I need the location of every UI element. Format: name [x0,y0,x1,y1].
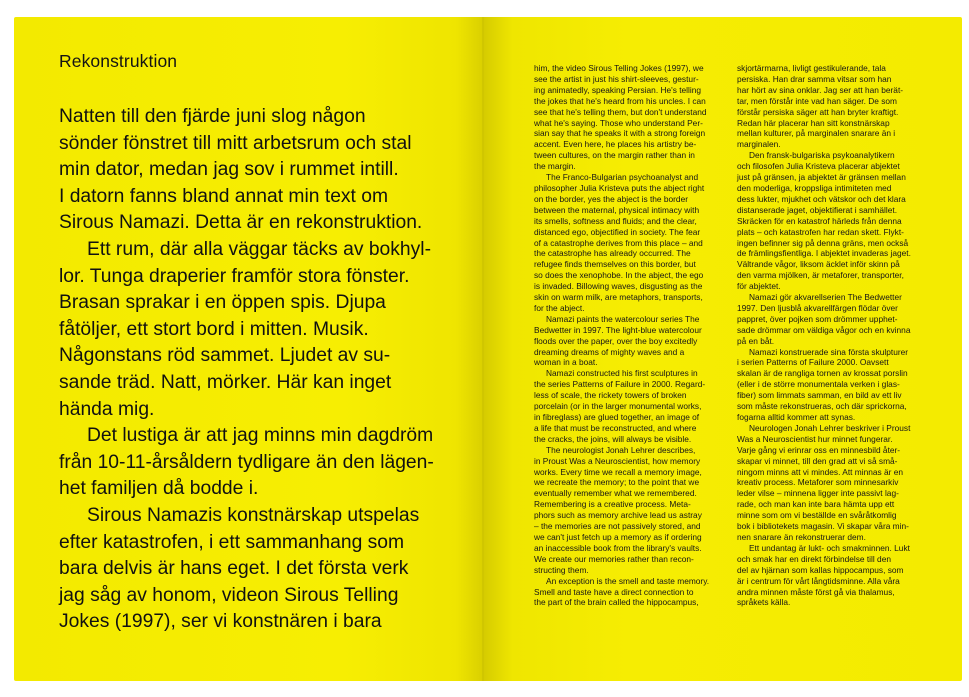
book-spread [14,17,962,681]
text-line: Jokes (1997), ser vi konstnären i bara [59,611,382,633]
text-line: Natten till den fjärde juni slog någon [59,106,366,127]
text-line: Sirous Namazis konstnärskap utspelas [87,504,420,526]
text-line: pappret, över pojken som drömmer upphet- [737,313,898,324]
text-line: nen snarare än rekonstruerar dem. [737,531,866,542]
text-line: marginalen. [737,139,781,150]
paragraph [737,347,907,423]
page-heading: Rekonstruktion [59,51,178,71]
text-line: och smak har en direkt förbindelse till den [737,553,891,564]
text-line: skin on warm milk, are metaphors, transports, [534,292,703,303]
text-line: språkets källa. [737,597,791,608]
text-line: Bedwetter in 1997. The light-blue watercolour [534,324,702,335]
text-line: woman in a boat. [534,357,598,368]
text-line: distanserade jaget, objektifierat i samhället. [737,204,898,215]
text-line: Varje gång vi erinrar oss en minnesbild åter- [737,444,901,455]
text-line: från 10-11-årsåldern tydligare än den lägen- [59,451,434,473]
text-line: plats – och katastrofen har redan skett. Flykt- [737,226,904,237]
text-line: a life that must be reconstructed, and where [534,422,697,433]
text-line: Namazi gör akvarellserien The Bedwetter [749,292,902,303]
paragraph [534,314,704,369]
text-line: skapar vi minnet, till den grad att vi så små- [737,455,898,466]
text-line: I datorn fanns bland annat min text om [59,185,389,207]
text-line: sade drömmar om väldiga vågor och en kvinna [737,324,911,335]
text-line: bok i bibliotekets magasin. Vi skapar våra min- [737,521,909,532]
text-line: see that he's telling them, but don't understand [534,106,707,117]
text-line: its smells, softness and fluids; and the clear, [534,215,697,226]
text-line: den moderliga, kroppsliga intimiteten med [737,182,892,193]
text-line: Skräcken för en katastrof härleds från denna [737,215,902,226]
text-line: het familjen då bodde i. [59,478,259,500]
text-line: 1997. Den ljusblå akvarellfärgen flödar över [737,302,898,313]
text-line: the part of the brain called the hippocampus, [534,597,699,608]
text-line: rade, och man kan inte bara hämta upp ett [737,499,895,510]
text-line: so does the xenophobe. In the abject, the ego [534,270,704,281]
text-line: min dator, medan jag sov i rummet intill. [59,159,399,181]
text-line: him, the video Sirous Telling Jokes (1997), we [534,63,704,73]
text-line: Någonstans röd sammet. Ljudet av su- [59,345,391,367]
paragraph [59,423,479,503]
text-line: Det lustiga är att jag minns min dagdröm [87,425,434,447]
text-line: del av hjärnan som kallas hippocampus, som [737,564,904,575]
text-line: Remembering is a creative process. Meta- [534,499,691,510]
text-line: just på gränsen, ja abjektet är gränsen mellan [737,172,906,183]
paragraph [737,63,907,150]
text-line: Sirous Namazi. Detta är en rekonstruktion. [59,212,423,234]
text-line: skalan är de rangliga tornen av krossat porslin [737,368,908,379]
text-line: The Franco-Bulgarian psychoanalyst and [546,172,699,183]
text-line: Ett undantag är lukt- och smakminnen. Lukt [749,542,910,553]
text-line: for the abject. [534,302,585,313]
english-column [534,63,710,608]
text-line: Namazi konstruerade sina första skulpturer [749,346,909,357]
text-line: den varma mjölken, är metaforer, transporter, [737,270,904,281]
text-line: ing animatedly, speaking Persian. He's telling [534,84,702,95]
paragraph [737,150,911,292]
right-page [484,17,962,681]
text-line: the margin. [534,161,576,172]
paragraph [737,292,911,347]
text-line: the jokes that he's heard from his uncles. I can [534,95,706,106]
text-line: We create our memories rather than recon- [534,553,694,564]
text-line: The neurologist Jonah Lehrer describes, [546,444,696,455]
text-line: kreativ process. Metaforer som minnesarkiv [737,477,899,488]
text-line: Was a Neuroscientist hur minnet fungerar. [737,433,893,444]
text-line: in Proust Was a Neuroscientist, how memory [534,455,701,466]
text-line: dess lukter, mjukhet och vätskor och det klara [737,193,906,204]
text-line: i serien Patterns of Failure 2000. Oavsett [737,357,889,368]
paragraph [534,368,704,444]
text-line: in fibreglass) are glued together, an image of [534,412,700,422]
paragraph [534,63,707,172]
text-line: the catastrophe has already occurred. The [534,248,691,259]
text-line: de främlingsfientliga. I abjektet invaderas jaget. [737,248,911,259]
text-line: distanced ego, objectified in society. The fear [534,226,701,237]
text-line: Ett rum, där alla väggar täcks av bokhyl- [87,238,431,260]
text-line: som måste rekonstrueras, och där sprickorna, [737,401,907,412]
text-line: på en båt. [737,335,775,346]
text-line: between the maternal, physical intimacy with [534,204,700,215]
paragraph [534,172,704,314]
text-line: Redan här placerar han sitt konstnärskap [737,117,890,128]
text-line: we recreate the memory; to the point that we [534,477,700,488]
text-line: sande träd. Natt, mörker. Här kan inget [59,371,392,393]
text-line: ingen befinner sig på denna gräns, men också [737,237,909,248]
text-line: fiber) som limmats samman, en bild av ett liv [737,390,902,401]
text-line: lor. Tunga draperier framför stora fönster. [59,265,410,287]
text-line: eventually remember what we remembered. [534,488,697,499]
left-page [14,17,484,681]
text-line: jag såg av honom, videon Sirous Telling [59,584,399,606]
text-line: less of scale, the rickety towers of broken [534,390,687,401]
text-line: är i centrum för vårt långtidsminne. Alla våra [737,575,900,586]
text-line: mellan kulturer, på marginalen snarare än i [737,128,896,139]
text-line: sian say that he speaks it with a strong foreign [534,128,706,139]
paragraph [534,445,704,576]
text-line: phors such as memory archive lead us astray [534,510,702,521]
text-line: the cracks, the joins, will always be visible. [534,433,692,444]
text-line: Vältrande vågor, liksom äcklet inför skinn på [737,259,900,270]
text-line: förstår persiska säger att han bryter kraftigt. [737,106,899,117]
text-line: och filosofen Julia Kristeva placerar abjektet [737,161,900,172]
text-line: works. Every time we recall a memory image, [534,466,702,477]
paragraph [59,503,479,636]
paragraph [534,575,710,609]
text-line: sönder fönstret till mitt arbetsrum och stal [59,132,412,154]
text-line: har hört av sina onklar. Jag ser att han berät- [737,84,904,95]
text-line: Namazi constructed his first sculptures in [546,368,698,379]
text-line: – the memories are not passively stored, and [534,521,701,532]
text-line: Brasan sprakar i en öppen spis. Djupa [59,292,386,314]
text-line: is invaded. Billowing waves, disgusting as the [534,281,703,292]
text-line: hända mig. [59,398,155,420]
text-line: (eller i de större monumentala verken i glas- [737,379,900,390]
paragraph [59,104,479,237]
text-line: refugee finds themselves on this border, but [534,259,696,270]
text-line: persiska. Han drar samma vitsar som han [737,73,892,84]
text-line: we can't just fetch up a memory as if ordering [534,531,702,542]
text-line: porcelain (or in the larger monumental works, [534,401,702,412]
text-line: fogarna alltid kommer att synas. [737,412,856,422]
text-line: minne som om vi beställde en svåråtkomlig [737,510,897,521]
text-line: see the artist in just his shirt-sleeves, gestur- [534,73,699,84]
text-line: leder vilse – minnena ligger inte passivt lag- [737,488,899,499]
text-line: An exception is the smell and taste memory. [546,575,710,586]
text-line: philosopher Julia Kristeva puts the abject right [534,182,705,193]
text-line: Smell and taste have a direct connection to [534,586,694,597]
text-line: of a catastrophe derives from this place – and [534,237,703,248]
text-line: bara delvis är hans eget. I det första verk [59,558,409,580]
text-line: fåtöljer, ett stort bord i mitten. Musik. [59,318,369,340]
paragraph [737,542,910,608]
text-line: floods over the paper, over the boy excitedly [534,335,698,346]
swedish-column [737,63,911,608]
text-line: ningom minns att vi mindes. Att minnas är en [737,466,904,477]
text-line: Namazi paints the watercolour series The [546,313,700,324]
paragraph [59,237,479,423]
left-body-text [59,104,479,636]
text-line: dreaming dreams of mighty waves and a [534,346,685,357]
text-line: structing them. [534,564,589,575]
text-line: efter katastrofen, i ett sammanhang som [59,531,405,553]
text-line: tween cultures, on the margin rather than in [534,150,695,161]
text-line: Den fransk-bulgariska psykoanalytikern [749,150,895,161]
text-line: för abjektet. [737,281,781,292]
text-line: the series Patterns of Failure in 2000. Regard- [534,379,706,390]
text-line: tar, men förstår inte vad han säger. De som [737,95,898,106]
text-line: on the border, yes the abject is the border [534,193,688,204]
text-line: what he's saying. Those who understand Per- [534,117,703,128]
paragraph [737,422,911,543]
text-line: skjortärmarna, livligt gestikulerande, tala [737,63,886,73]
text-line: Neurologen Jonah Lehrer beskriver i Proust [749,422,911,433]
text-line: an inaccessible book from the library's vaults. [534,542,702,553]
text-line: andra minnen måste först gå via thalamus, [737,586,895,597]
text-line: accent. Even here, he places his artistry be- [534,139,697,150]
